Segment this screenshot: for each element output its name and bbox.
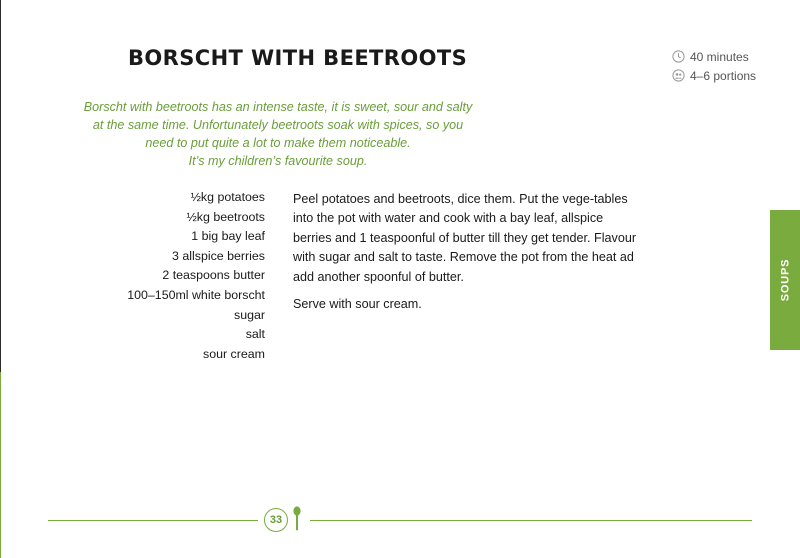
intro-line: It’s my children’s favourite soup. (188, 154, 368, 168)
spoon-icon (292, 506, 302, 532)
ingredient-item: ½kg potatoes (190, 190, 265, 204)
intro-line: need to put quite a lot to make them noticeable. (145, 136, 411, 150)
page-edge-dark (0, 0, 1, 372)
footer-rule-left (48, 520, 258, 521)
ingredient-item: 1 big bay leaf (191, 229, 265, 244)
intro-line: at the same time. Unfortunately beetroots soak with spices, so you (92, 118, 464, 132)
page-number-text: 33 (269, 514, 283, 526)
ingredient-item: salt (245, 327, 265, 342)
recipe-title: BORSCHT WITH BEETROOTS (128, 46, 468, 70)
recipe-intro (78, 98, 478, 170)
clock-icon (672, 50, 685, 63)
time-row (672, 47, 756, 66)
section-tab (770, 210, 800, 350)
people-icon (672, 69, 685, 82)
method-paragraph: Peel potatoes and beetroots, dice them. Put the vege-tables into the pot with water and cook with a bay leaf, allspice berries and 1 teaspoonful of butter till they get tender. Flavour with sugar and salt to taste. Remove the pot from the heat ad add another spoonful of butter. (293, 192, 637, 284)
ingredient-list (80, 188, 265, 364)
intro-line: Borscht with beetroots has an intense taste, it is sweet, sour and salty (83, 100, 473, 114)
page-number (264, 508, 288, 532)
ingredient-item: 100–150ml white borscht (127, 287, 265, 302)
method-text (293, 190, 643, 322)
method-paragraph: Serve with sour cream. (293, 297, 422, 312)
recipe-meta (672, 47, 756, 85)
section-tab-label: SOUPS (779, 258, 792, 302)
ingredient-item: ½kg beetroots (186, 209, 265, 224)
portions-text: 4–6 portions (690, 68, 757, 83)
time-text: 40 minutes (690, 49, 749, 64)
ingredient-item: sugar (234, 307, 265, 322)
ingredient-item: 3 allspice berries (172, 248, 265, 263)
ingredient-item: sour cream (203, 346, 265, 361)
page-edge-green (0, 372, 1, 558)
ingredient-item: 2 teaspoons butter (162, 268, 265, 283)
footer-rule-right (310, 520, 752, 521)
portions-row (672, 66, 756, 85)
